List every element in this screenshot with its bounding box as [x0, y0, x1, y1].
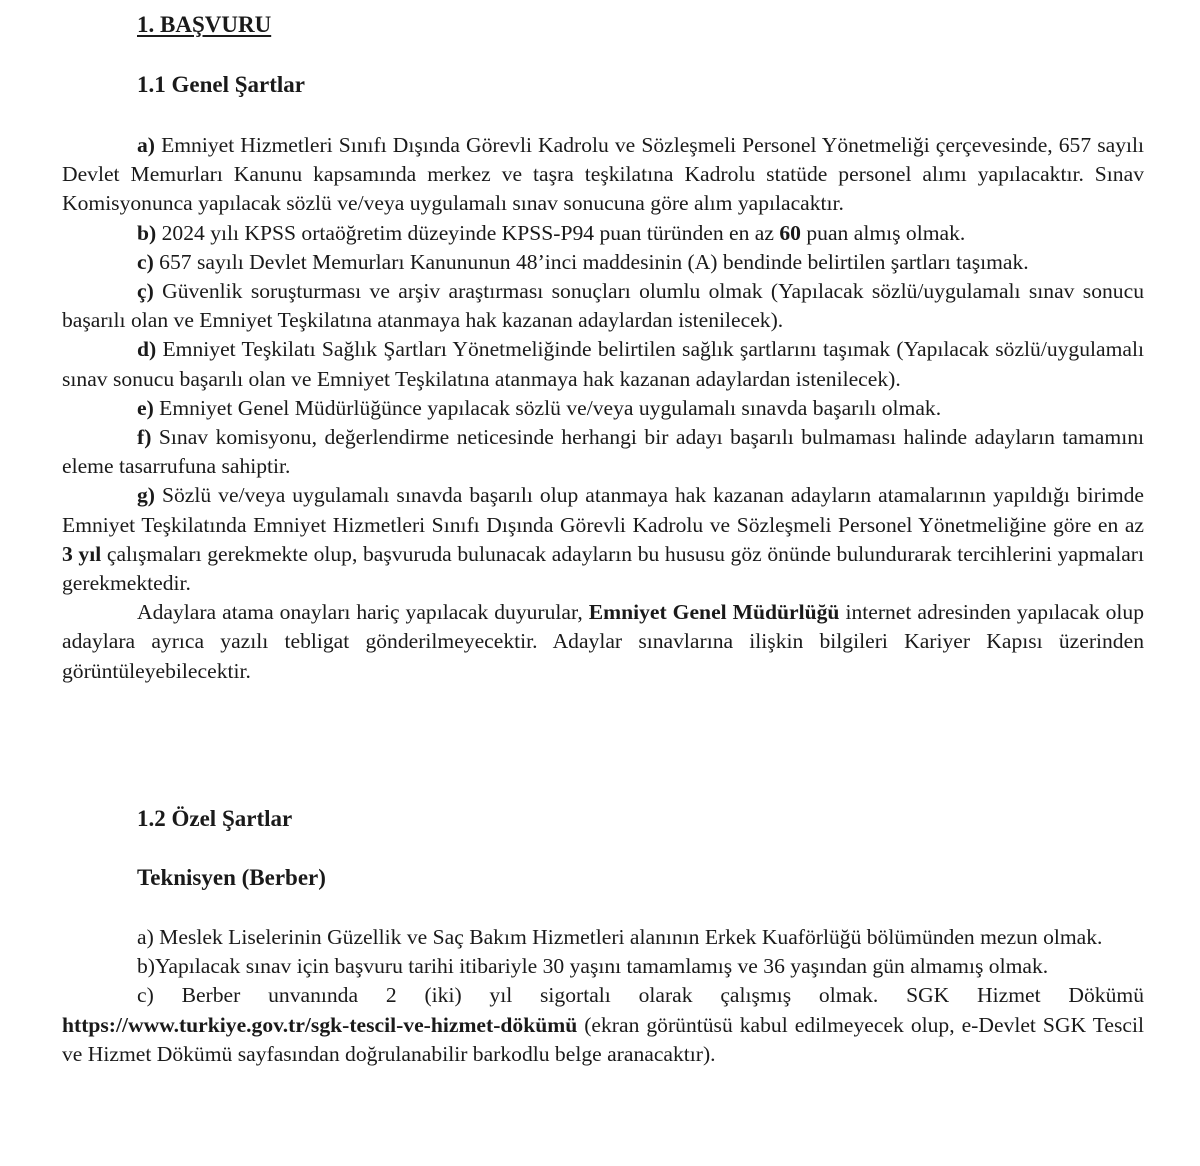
item-label: ç): [137, 279, 154, 304]
position-title: Teknisyen (Berber): [137, 865, 326, 890]
general-item-f: [62, 423, 1144, 481]
general-item-e: [62, 394, 1144, 423]
special-conditions-heading: 1.2 Özel Şartlar: [137, 806, 293, 831]
special-item-c: [62, 981, 1144, 1069]
item-text: Emniyet Genel Müdürlüğünce yapılacak sözlü ve/veya uygulamalı sınavda başarılı olmak.: [153, 395, 942, 420]
notice-text: internet adresinden yapılacak olup adaylara ayrıca yazılı tebligat gönderilmeyecektir. Adaylar sınavlarına ilişkin bilgileri Kariyer Kapısı üzerinden görüntüleyebilecektir.: [62, 600, 1144, 683]
item-label: c): [137, 249, 154, 274]
general-item-c: [62, 248, 1144, 277]
general-conditions-list: [62, 131, 1144, 686]
general-conditions-heading: 1.1 Genel Şartlar: [137, 72, 305, 97]
item-text: puan almış olmak.: [800, 220, 966, 245]
announcement-notice: [62, 598, 1144, 686]
item-text: c) Berber unvanında 2 (iki) yıl sigortalı olarak çalışmış olmak. SGK Hizmet Dökümü: [137, 983, 1144, 1008]
general-item-cedilla-c: [62, 277, 1144, 335]
item-label: a): [137, 133, 155, 157]
general-item-d: [62, 335, 1144, 393]
sgk-link[interactable]: https://www.turkiye.gov.tr/sgk-tescil-ve-hizmet-dökümü: [62, 1012, 578, 1037]
min-score: 60: [779, 220, 801, 245]
general-item-a: [62, 131, 1144, 219]
min-years: 3 yıl: [62, 541, 102, 566]
special-conditions-list: [62, 923, 1144, 1069]
item-label: f): [137, 425, 152, 450]
item-label: b): [137, 220, 157, 245]
item-label: e): [137, 395, 154, 420]
item-text: (ekran görüntüsü kabul edilmeyecek olup, e-Devlet SGK Tescil ve Hizmet Dökümü sayfasından doğrulanabilir barkodlu belge aranacaktır).: [62, 1012, 1144, 1066]
item-text: Sözlü ve/veya uygulamalı sınavda başarılı olup atanmaya hak kazanan adayların atamalarının yapıldığı birimde Emniyet Teşkilatında Emniyet Hizmetleri Sınıfı Dışında Görevli Kadrolu ve Sözleşmeli Personel Yönetmeliğine göre en az: [62, 483, 1144, 537]
notice-text: Adaylara atama onayları hariç yapılacak duyurular,: [137, 600, 589, 625]
section-title: 1. BAŞVURU: [137, 12, 272, 37]
special-item-b: b)Yapılacak sınav için başvuru tarihi itibariyle 30 yaşını tamamlamış ve 36 yaşından gün almamış olmak.: [137, 954, 1049, 979]
general-item-b: [62, 219, 1144, 248]
special-item-a: a) Meslek Liselerinin Güzellik ve Saç Bakım Hizmetleri alanının Erkek Kuaförlüğü bölümünden mezun olmak.: [137, 925, 1103, 949]
item-label: d): [137, 337, 157, 362]
item-label: g): [137, 483, 155, 508]
general-item-g: [62, 481, 1144, 598]
item-text: Güvenlik soruşturması ve arşiv araştırması sonuçları olumlu olmak (Yapılacak sözlü/uygulamalı sınav sonucu başarılı olan ve Emniyet Teşkilatına atanmaya hak kazanan adaylardan istenilecek).: [62, 279, 1144, 333]
item-text: Emniyet Teşkilatı Sağlık Şartları Yönetmeliğinde belirtilen sağlık şartlarını taşımak (Yapılacak sözlü/uygulamalı sınav sonucu başarılı olan ve Emniyet Teşkilatına atanmaya hak kazanan adaylardan istenilecek).: [62, 337, 1144, 391]
item-text: çalışmaları gerekmekte olup, başvuruda bulunacak adayların bu hususu göz önünde bulundurarak tercihlerini yapmaları gerekmektedir.: [62, 541, 1144, 596]
item-text: Emniyet Hizmetleri Sınıfı Dışında Görevli Kadrolu ve Sözleşmeli Personel Yönetmeliği çerçevesinde, 657 sayılı Devlet Memurları Kanunu kapsamında merkez ve taşra teşkilatına Kadrolu statüde personel alımı yapılacaktır. Sınav Komisyonunca yapılacak sözlü ve/veya uygulamalı sınav sonucuna göre alım yapılacaktır.: [62, 133, 1144, 216]
item-text: 657 sayılı Devlet Memurları Kanununun 48’inci maddesinin (A) bendinde belirtilen şartları taşımak.: [153, 249, 1029, 274]
item-text: 2024 yılı KPSS ortaöğretim düzeyinde KPSS-P94 puan türünden en az: [156, 220, 780, 245]
item-text: Sınav komisyonu, değerlendirme neticesinde herhangi bir adayı başarılı bulmaması halinde adayların tamamını eleme tasarrufuna sahiptir.: [62, 425, 1144, 479]
organization-name: Emniyet Genel Müdürlüğü: [588, 600, 840, 625]
